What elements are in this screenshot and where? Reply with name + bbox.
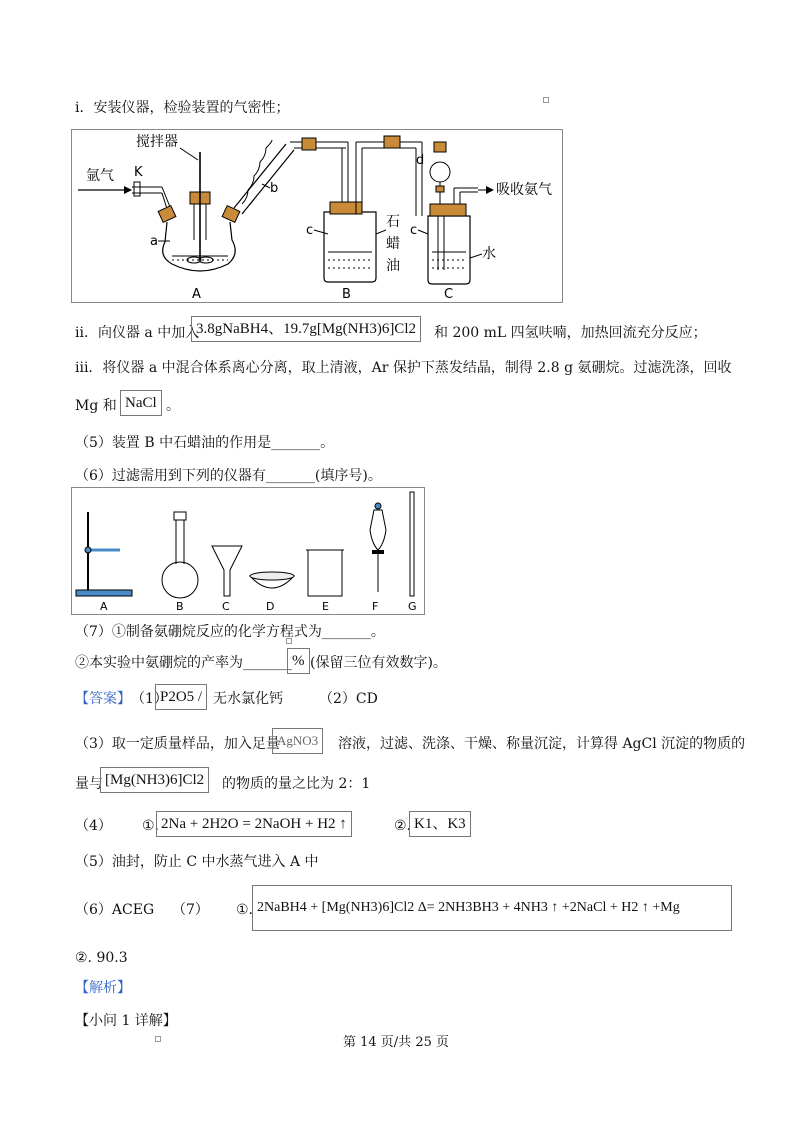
step-ii-equation: 3.8gNaBH4、19.7g[Mg(NH3)6]Cl2 [191, 316, 421, 342]
answer-7-mark1: ①. [236, 902, 254, 918]
valve-label: K [134, 165, 143, 180]
step-iii-equation: NaCl [120, 390, 162, 416]
answer-3-line1-suffix: 溶液，过滤、洗涤、干燥、称量沉淀，计算得 AgCl 沉淀的物质的 [338, 736, 746, 752]
answer-3-line1-prefix: （3）取一定质量样品，加入足量 [75, 736, 280, 752]
label-E: E [322, 600, 329, 613]
step-ii-prefix: ii．向仪器 a 中加入 [75, 325, 200, 341]
answer-4-prefix: （4） [75, 818, 112, 834]
label-c1: c [306, 223, 314, 238]
step-iii-line1: iii．将仪器 a 中混合体系离心分离，取上清液，Ar 保护下蒸发结晶，制得 2.8 g 氨硼烷。过滤洗涤，回收 [75, 360, 732, 376]
step-iii-line2-prefix: Mg 和 [75, 398, 117, 414]
question-7-part1: （7）①制备氨硼烷反应的化学方程式为_______。 [75, 624, 385, 640]
corner-marker [543, 97, 549, 103]
answer-1-equation: P2O5 / [155, 684, 207, 710]
answer-7-label: （7） [172, 902, 209, 918]
step-ii-suffix: 和 200 mL 四氢呋喃，加热回流充分反应； [434, 325, 707, 341]
question-7-part2-prefix: ②本实验中氨硼烷的产率为_______ [75, 655, 292, 671]
answer-4-valves: K1、K3 [409, 811, 471, 837]
answer-4-mark2: ②. [394, 818, 412, 834]
label-A: A [100, 600, 108, 613]
caption-a: A [192, 287, 201, 302]
answer-2: （2）CD [319, 691, 378, 707]
step-i: i．安装仪器，检验装置的气密性； [75, 100, 290, 116]
label-a: a [150, 234, 158, 249]
question-7-part2-suffix: (保留三位有效数字)。 [310, 655, 447, 671]
label-C: C [222, 600, 230, 613]
instrument-diagram [72, 488, 424, 614]
question-5: （5）装置 B 中石蜡油的作用是_______。 [75, 435, 335, 451]
small-marker [286, 638, 292, 644]
paraffin-3: 油 [386, 258, 400, 274]
absorb-label: 吸收氨气 [496, 182, 552, 198]
paraffin-2: 蜡 [386, 236, 400, 252]
label-b: b [270, 181, 279, 196]
apparatus-figure-2 [71, 487, 425, 615]
answer-1-suffix: 无水氯化钙 [213, 691, 283, 707]
answer-3-complex: [Mg(NH3)6]Cl2 [100, 767, 209, 793]
answer-7-equation: 2NaBH4 + [Mg(NH3)6]Cl2 Δ= 2NH3BH3 + 4NH3 ↑ +2NaCl + H2 ↑ +Mg [252, 885, 732, 931]
label-c2: c [410, 223, 418, 238]
label-D: D [266, 600, 275, 613]
corner-marker [155, 1036, 161, 1042]
water-label: 水 [482, 246, 496, 262]
label-G: G [408, 600, 417, 613]
answer-3-line2-suffix: 的物质的量之比为 2：1 [222, 776, 371, 792]
stirrer-label: 搅拌器 [136, 134, 178, 150]
caption-b: B [342, 287, 351, 302]
apparatus-diagram [72, 130, 562, 302]
label-F: F [372, 600, 379, 613]
answer-6: （6）ACEG [75, 902, 155, 918]
subquestion-1-heading: 【小问 1 详解】 [75, 1013, 177, 1029]
percent-box: % [287, 648, 310, 674]
answer-7-part2: ②. 90.3 [75, 950, 128, 966]
caption-c: C [444, 287, 454, 302]
answer-4-mark1: ①. [142, 818, 160, 834]
apparatus-figure-1 [71, 129, 563, 303]
answer-3-agno3: AgNO3 [272, 728, 323, 754]
step-iii-line2-suffix: 。 [166, 398, 180, 414]
answer-5: （5）油封，防止 C 中水蒸气进入 A 中 [75, 854, 319, 870]
answer-1-prefix: （1） [131, 691, 168, 707]
paraffin-1: 石 [386, 214, 400, 230]
answer-4-equation: 2Na + 2H2O = 2NaOH + H2 ↑ [156, 811, 352, 837]
label-B: B [176, 600, 184, 613]
answer-3-line2-prefix: 量与 [75, 776, 103, 792]
answer-tag: 【答案】 [75, 691, 131, 707]
analysis-tag: 【解析】 [75, 980, 131, 996]
page-footer: 第 14 页/共 25 页 [343, 1035, 449, 1050]
question-6: （6）过滤需用到下列的仪器有_______(填序号)。 [75, 468, 382, 484]
gas-in-label: 氩气 [86, 168, 114, 184]
label-d: d [416, 153, 425, 168]
